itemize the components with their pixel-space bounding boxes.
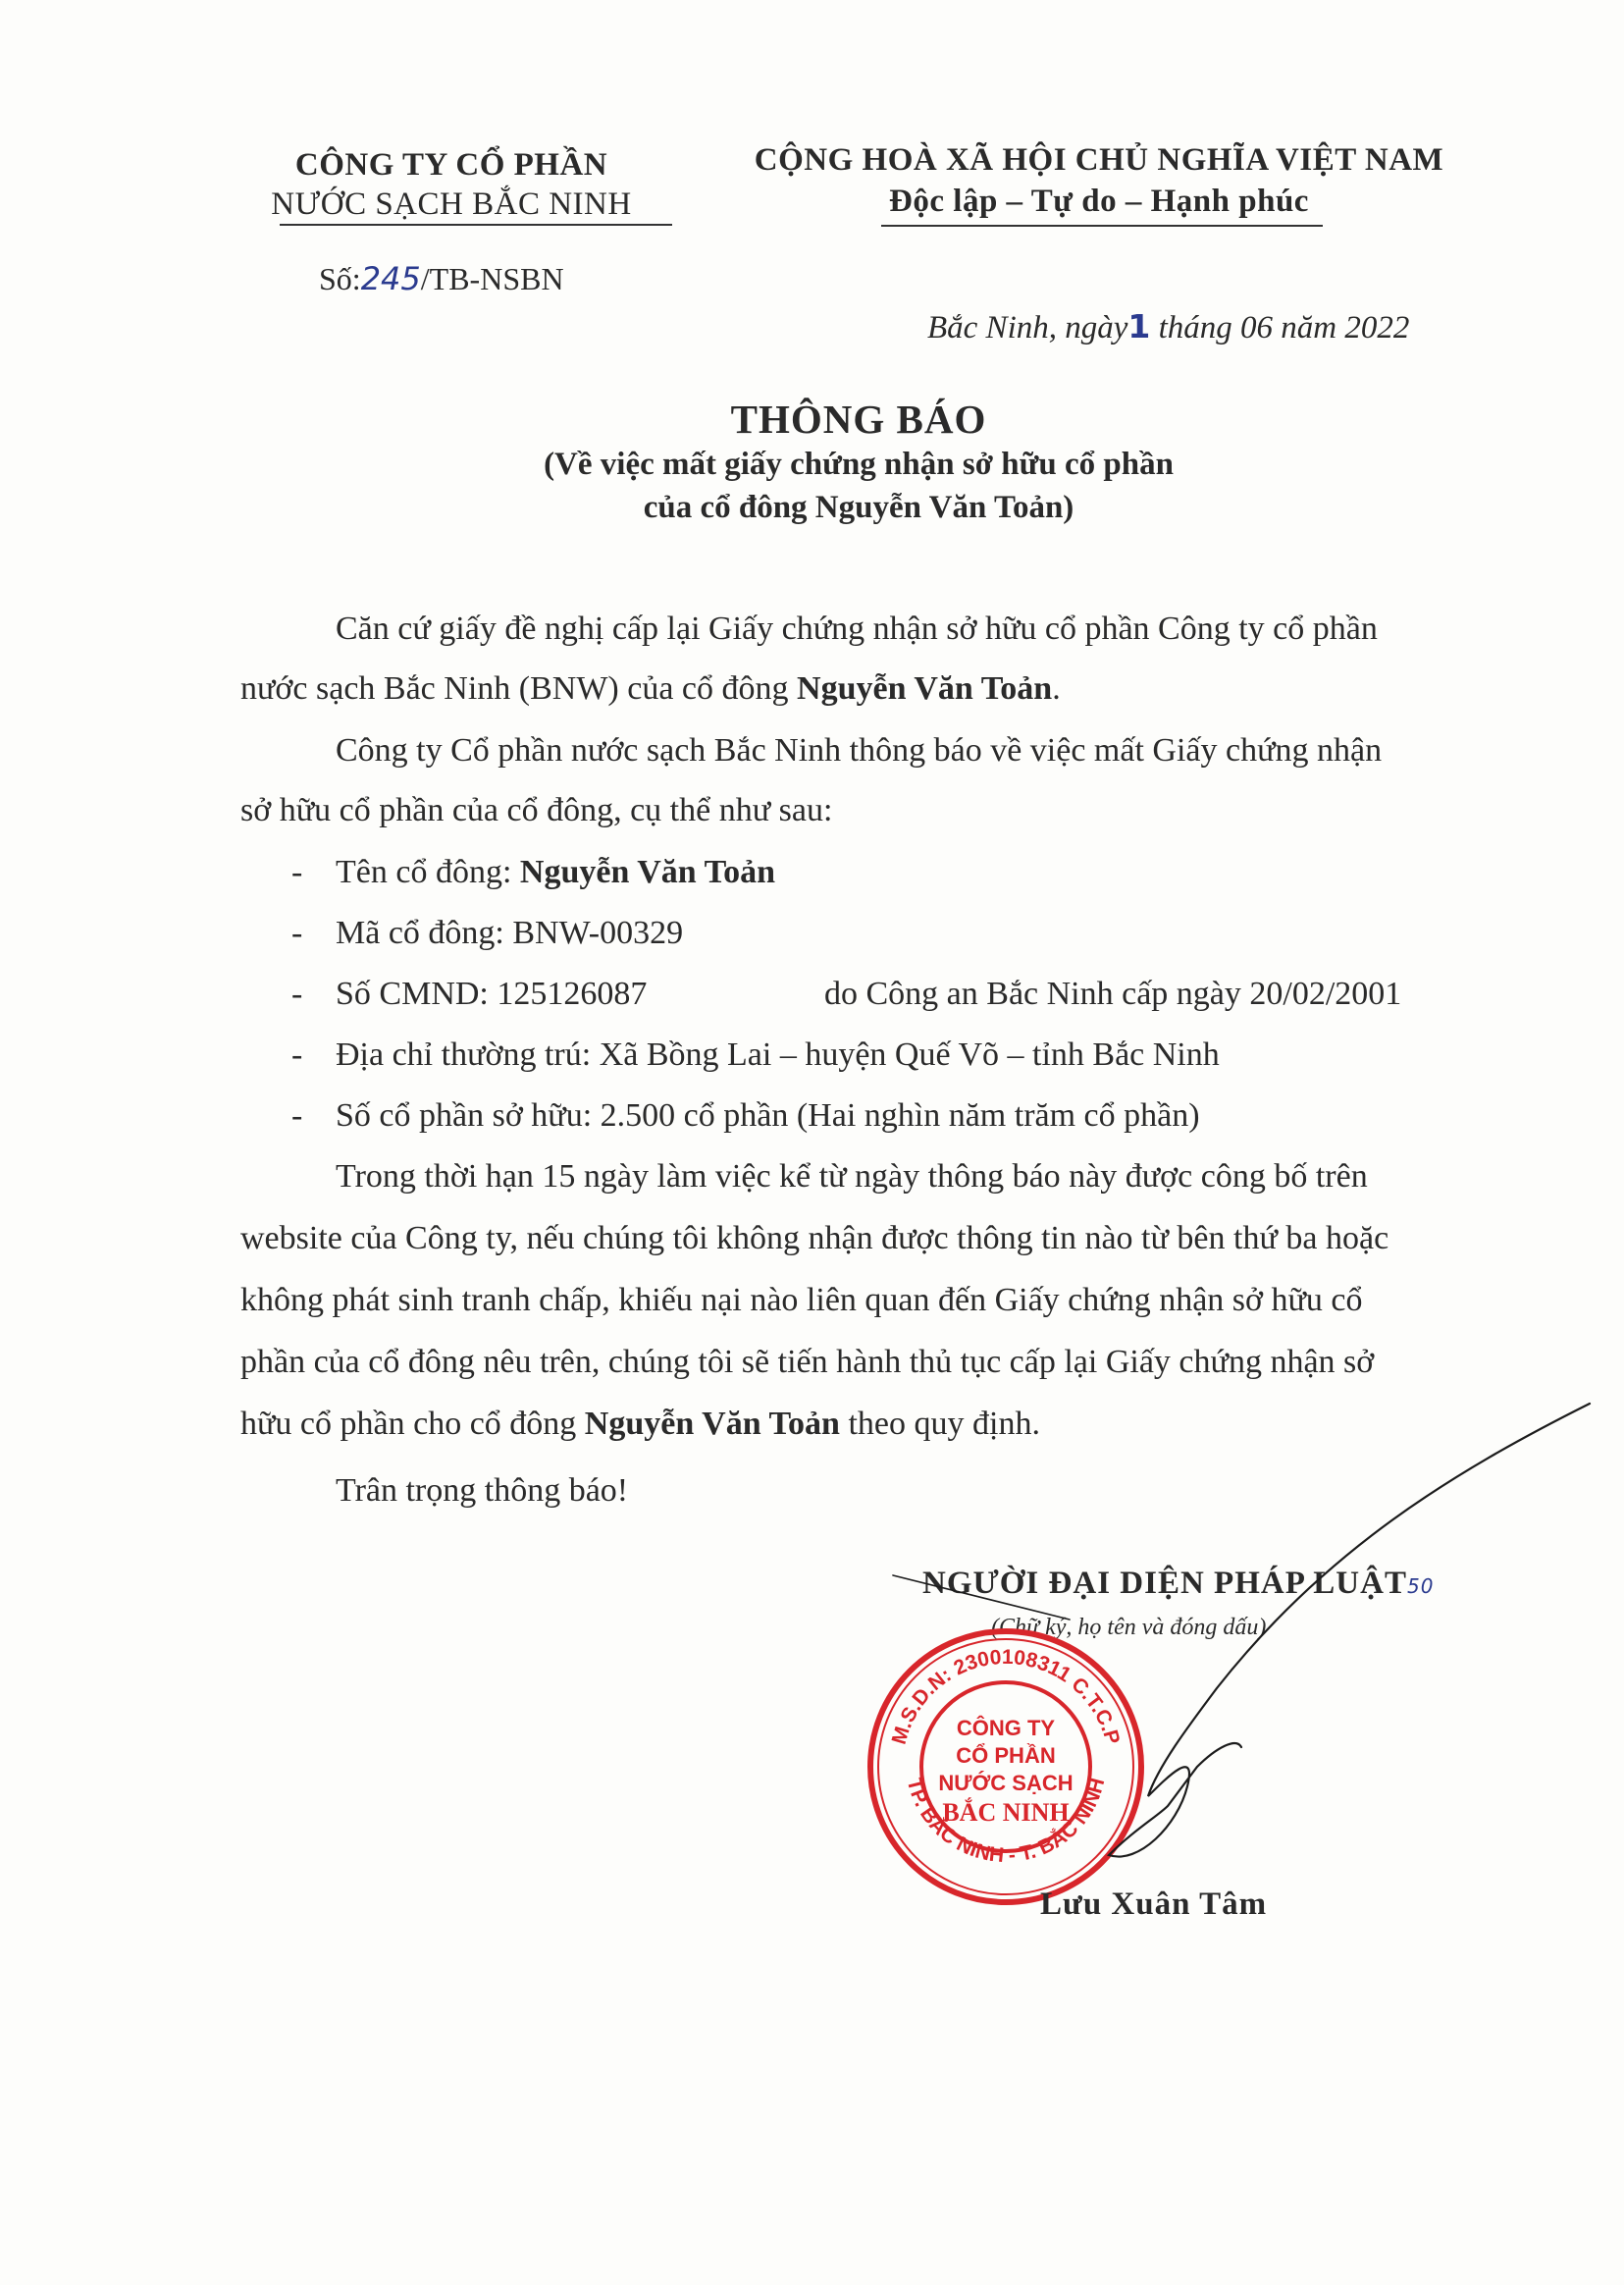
p3-text-end: theo quy định. bbox=[839, 1406, 1040, 1442]
paragraph-3-line-2: website của Công ty, nếu chúng tôi không nhận được thông tin nào từ bên thứ ba hoặc bbox=[240, 1220, 1389, 1256]
seal-line-2: CỔ PHẦN bbox=[956, 1743, 1056, 1768]
doc-number-handwritten: 245 bbox=[360, 260, 421, 297]
list-bullet: - bbox=[291, 1036, 303, 1073]
paragraph-1-line-2 bbox=[240, 659, 1061, 718]
list-bullet: - bbox=[291, 915, 303, 951]
list-item-id-issuer: do Công an Bắc Ninh cấp ngày 20/02/2001 bbox=[824, 976, 1402, 1012]
seal-ring-bottom-text: TP. BẮC NINH - T. BẮC NINH bbox=[902, 1776, 1110, 1868]
p3-text: hữu cổ phần cho cổ đông bbox=[240, 1406, 585, 1442]
company-name-line2: NƯỚC SẠCH BẮC NINH bbox=[271, 186, 632, 222]
p1-period: . bbox=[1052, 670, 1061, 707]
company-underline bbox=[280, 224, 672, 226]
date-day-handwritten: 1 bbox=[1127, 307, 1151, 345]
paragraph-2-line-1: Công ty Cổ phần nước sạch Bắc Ninh thông báo về việc mất Giấy chứng nhận bbox=[336, 732, 1383, 769]
closing-line: Trân trọng thông báo! bbox=[336, 1472, 629, 1509]
nation-title: CỘNG HOÀ XÃ HỘI CHỦ NGHĨA VIỆT NAM bbox=[754, 142, 1444, 178]
shareholder-name: Nguyễn Văn Toản bbox=[797, 670, 1053, 707]
notice-title: THÔNG BÁO bbox=[730, 397, 987, 442]
list-item-address: Địa chỉ thường trú: Xã Bồng Lai – huyện Quế Võ – tỉnh Bắc Ninh bbox=[336, 1036, 1220, 1073]
document-number bbox=[319, 260, 564, 297]
list-bullet: - bbox=[291, 1097, 303, 1134]
seal-line-1: CÔNG TY bbox=[956, 1716, 1056, 1740]
list-bullet: - bbox=[291, 976, 303, 1012]
seal-line-3: NƯỚC SẠCH bbox=[938, 1771, 1074, 1795]
list-item-shares: Số cổ phần sở hữu: 2.500 cổ phần (Hai nghìn năm trăm cổ phần) bbox=[336, 1097, 1200, 1134]
signature-note: (Chữ ký, họ tên và đóng dấu) bbox=[991, 1615, 1267, 1640]
document-date bbox=[927, 307, 1409, 346]
notice-subtitle-line1: (Về việc mất giấy chứng nhận sở hữu cổ phần bbox=[544, 447, 1174, 482]
paragraph-2-line-2: sở hữu cổ phần của cổ đông, cụ thể như sau: bbox=[240, 792, 833, 828]
list-item-code: Mã cổ đông: BNW-00329 bbox=[336, 915, 684, 951]
list-item-name bbox=[336, 842, 775, 902]
date-rest: tháng 06 năm 2022 bbox=[1158, 310, 1410, 345]
role-text: NGƯỜI ĐẠI DIỆN PHÁP LUẬT bbox=[922, 1566, 1407, 1601]
paragraph-1-line-1: Căn cứ giấy đề nghị cấp lại Giấy chứng nhận sở hữu cổ phần Công ty cổ phần bbox=[336, 611, 1378, 647]
list-item-id-number: Số CMND: 125126087 bbox=[336, 976, 648, 1012]
item-label: Tên cổ đông: bbox=[336, 854, 520, 890]
p1-text: nước sạch Bắc Ninh (BNW) của cổ đông bbox=[240, 670, 798, 707]
paragraph-3-line-3: không phát sinh tranh chấp, khiếu nại nào liên quan đến Giấy chứng nhận sở hữu cổ bbox=[240, 1282, 1363, 1318]
paragraph-3-line-4: phần của cổ đông nêu trên, chúng tôi sẽ tiến hành thủ tục cấp lại Giấy chứng nhận sở bbox=[240, 1344, 1375, 1380]
notice-subtitle-line2: của cổ đông Nguyễn Văn Toản) bbox=[643, 490, 1074, 525]
seal-line-4: BẮC NINH bbox=[942, 1798, 1070, 1827]
motto-underline bbox=[881, 225, 1323, 227]
company-name-line1: CÔNG TY CỔ PHẦN bbox=[294, 147, 608, 183]
doc-number-prefix: Số: bbox=[319, 261, 361, 296]
doc-number-suffix: /TB-NSBN bbox=[420, 261, 564, 296]
handwritten-mark: 50 bbox=[1406, 1574, 1435, 1598]
seal-ring-top-text: M.S.D.N: 2300108311 C.T.C.P bbox=[887, 1645, 1125, 1747]
signatory-name: Lưu Xuân Tâm bbox=[1040, 1886, 1268, 1922]
shareholder-name: Nguyễn Văn Toản bbox=[584, 1406, 840, 1442]
item-value: Nguyễn Văn Toản bbox=[519, 854, 776, 890]
handwritten-signature bbox=[864, 1394, 1609, 1943]
date-place: Bắc Ninh, ngày bbox=[927, 310, 1128, 345]
paragraph-3-line-1: Trong thời hạn 15 ngày làm việc kể từ ngày thông báo này được công bố trên bbox=[336, 1158, 1368, 1195]
nation-motto: Độc lập – Tự do – Hạnh phúc bbox=[889, 184, 1309, 219]
list-bullet: - bbox=[291, 854, 303, 890]
